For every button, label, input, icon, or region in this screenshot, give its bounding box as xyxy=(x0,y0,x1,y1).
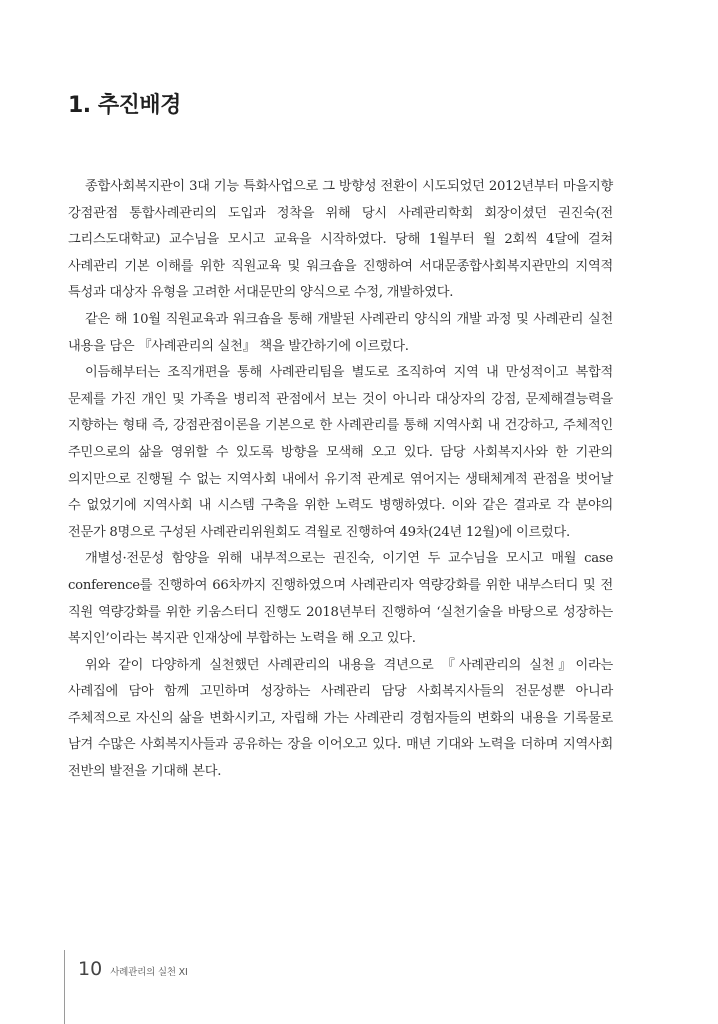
paragraph-4: 개별성·전문성 함양을 위해 내부적으로는 권진숙, 이기연 두 교수님을 모시고 매월 case conference를 진행하여 66차까지 진행하였으며 사례관리자 역량강화를 위한 내부스터디 및 전 직원 역량강화를 위한 키움스터디 진행도 2018년부터 진행하여 ‘실천기술을 바탕으로 성장하는 복지인’이라는 복지관 인재상에 부합하는 노력을 해 오고 있다. xyxy=(68,551,613,647)
page-number: 10 xyxy=(78,958,103,980)
paragraph-5: 위와 같이 다양하게 실천했던 사례관리의 내용을 격년으로 『사례관리의 실천』이라는 사례집에 담아 함께 고민하며 성장하는 사례관리 담당 사회복지사들의 전문성뿐 아니라 주체적으로 자신의 삶을 변화시키고, 자립해 가는 사례관리 경험자들의 변화의 내용을 기록물로 남겨 수많은 사회복지사들과 공유하는 장을 이어오고 있다. 매년 기대와 노력을 더하며 지역사회 전반의 발전을 기대해 본다. xyxy=(68,657,613,780)
paragraph-3: 이듬해부터는 조직개편을 통해 사례관리팀을 별도로 조직하여 지역 내 만성적이고 복합적 문제를 가진 개인 및 가족을 병리적 관점에서 보는 것이 아니라 대상자의 강점, 문제해결능력을 지향하는 형태 즉, 강점관점이론을 기본으로 한 사례관리를 통해 지역사회 내 건강하고, 주체적인 주민으로의 삶을 영위할 수 있도록 방향을 모색해 오고 있다. 담당 사회복지사와 한 기관의 의지만으로 진행될 수 없는 지역사회 내에서 유기적 관계로 엮어지는 생태체계적 관점을 벗어날 수 없었기에 지역사회 내 시스템 구축을 위한 노력도 병행하였다. 이와 같은 결과로 각 분야의 전문가 8명으로 구성된 사례관리위원회도 격월로 진행하여 49차(24년 12월)에 이르렀다. xyxy=(68,365,613,540)
page-footer xyxy=(78,958,188,980)
running-title: 사례관리의 실천 XI xyxy=(110,967,188,978)
body-text xyxy=(68,174,613,786)
footer-divider xyxy=(64,950,65,1024)
paragraph-2: 같은 해 10월 직원교육과 워크숍을 통해 개발된 사례관리 양식의 개발 과정 및 사례관리 실천 내용을 담은 『사례관리의 실천』 책을 발간하기에 이르렀다. xyxy=(68,311,613,354)
section-title: 1. 추진배경 xyxy=(68,93,181,118)
paragraph-1: 종합사회복지관이 3대 기능 특화사업으로 그 방향성 전환이 시도되었던 2012년부터 마을지향 강점관점 통합사례관리의 도입과 정착을 위해 당시 사례관리학회 회장이셨던 권진숙(전 그리스도대학교) 교수님을 모시고 교육을 시작하였다. 당해 1월부터 월 2회씩 4달에 걸쳐 사례관리 기본 이해를 위한 직원교육 및 워크숍을 진행하여 서대문종합사회복지관만의 지역적 특성과 대상자 유형을 고려한 서대문만의 양식으로 수정, 개발하였다. xyxy=(68,179,613,301)
